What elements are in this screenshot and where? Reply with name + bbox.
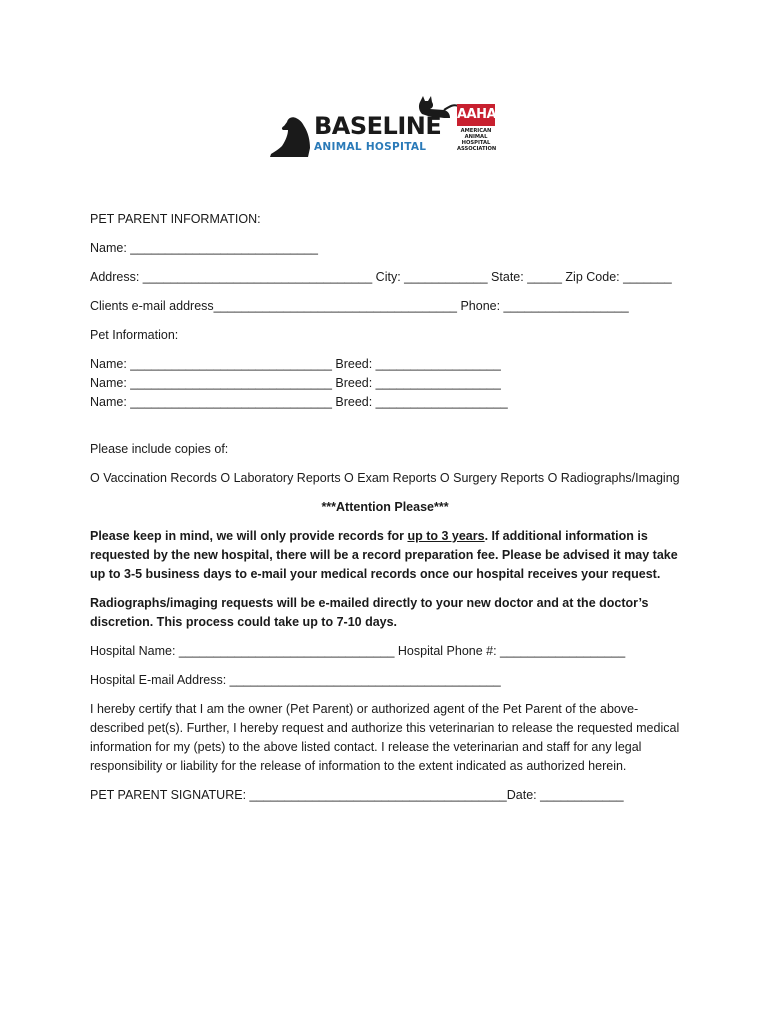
certification-statement: I hereby certify that I am the owner (Pet Parent) or authorized agent of the Pet Parent of the above-described pet(s). Further, I hereby request and authorize this veterinarian to release the requested medical information for my (pets) to the above listed contact. I release the veterinarian and staff for any legal responsibility or liability for the release of information to the extent indicated as authorized herein. (90, 702, 680, 773)
hospital-name-phone-field-line[interactable]: Hospital Name: _______________________________ Hospital Phone #: __________________ (90, 644, 626, 658)
hospital-logo (268, 96, 504, 162)
include-copies-label: Please include copies of: (90, 442, 229, 456)
parent-name-field[interactable]: Name: ___________________________ (90, 241, 318, 255)
brand-name: BASELINE (314, 112, 442, 140)
address-field-line[interactable]: Address: _________________________________ City: ____________ State: _____ Zip Code: _______ (90, 270, 672, 284)
radiographs-notice: Radiographs/imaging requests will be e-mailed directly to your new doctor and at the doctor’s discretion. This process could take up to 7-10 days. (90, 596, 649, 629)
aaha-badge: AAHA (457, 104, 495, 126)
brand-subtitle: ANIMAL HOSPITAL (314, 141, 427, 153)
pet-name-breed-row-1[interactable]: Name: _____________________________ Breed: __________________ (90, 357, 501, 371)
pet-name-breed-row-2[interactable]: Name: _____________________________ Breed: __________________ (90, 376, 501, 390)
aaha-full-name: AMERICAN ANIMAL HOSPITAL ASSOCIATION (457, 128, 497, 152)
section-pet-parent-heading: PET PARENT INFORMATION: (90, 212, 261, 226)
records-notice (90, 527, 690, 584)
attention-heading: ***Attention Please*** (321, 500, 449, 514)
hospital-email-field-line[interactable]: Hospital E-mail Address: _______________________________________ (90, 673, 501, 687)
records-notice-pre: Please keep in mind, we will only provide records for (90, 529, 408, 543)
pet-name-breed-row-3[interactable]: Name: _____________________________ Breed: ___________________ (90, 395, 508, 409)
email-phone-field-line[interactable]: Clients e-mail address___________________________________ Phone: __________________ (90, 299, 629, 313)
records-notice-underlined: up to 3 years (407, 529, 485, 543)
record-type-options[interactable]: O Vaccination Records O Laboratory Reports O Exam Reports O Surgery Reports O Radiographs/Imaging (90, 471, 680, 485)
signature-date-field-line[interactable]: PET PARENT SIGNATURE: _____________________________________Date: ____________ (90, 788, 624, 802)
records-notice-post: . If additional information is requested by the new hospital, there will be a record preparation fee. Please be advised it may take up to 3-5 business days to e-mail your medical records once our hospital receives your request. (90, 529, 678, 581)
pet-information-heading: Pet Information: (90, 328, 179, 342)
